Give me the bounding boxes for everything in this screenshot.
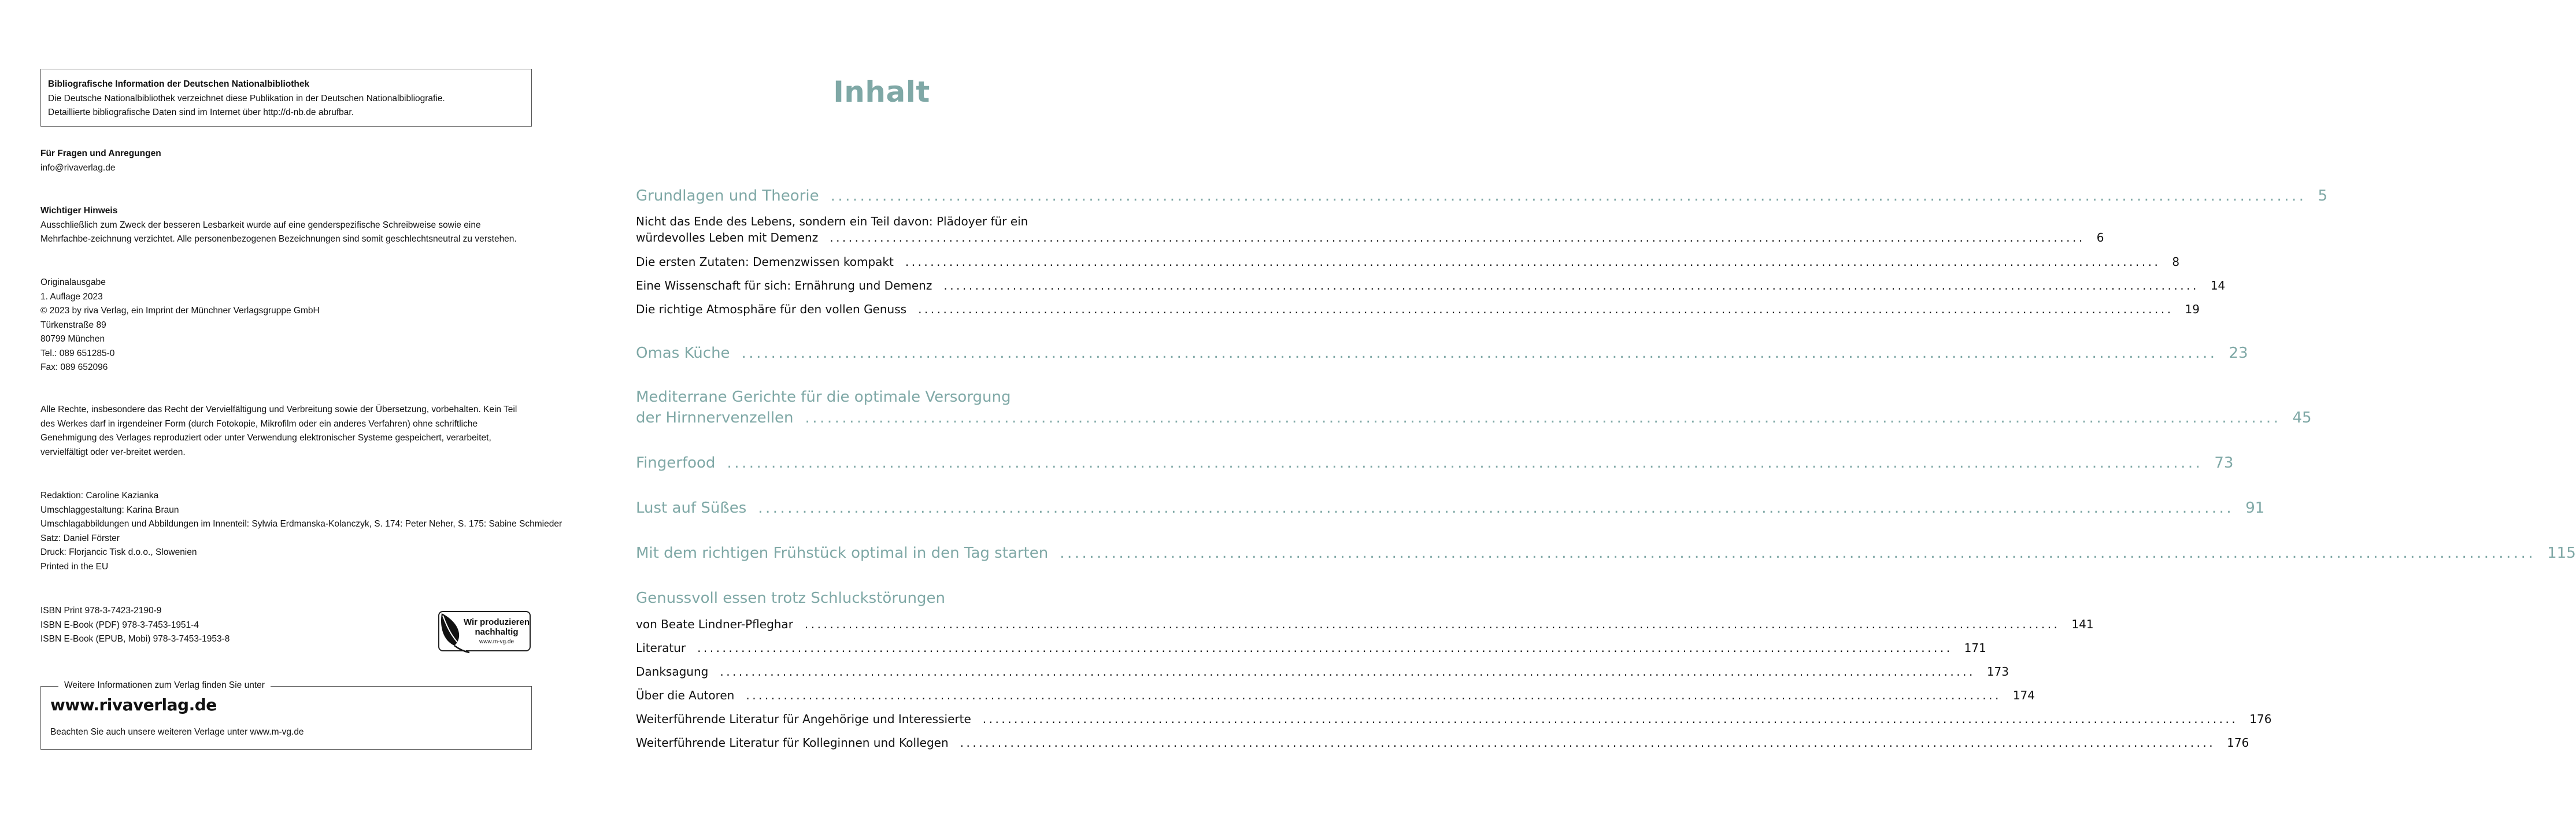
rights-block: [40, 403, 532, 459]
edition-line: © 2023 by riva Verlag, ein Imprint der Münchner Verlagsgruppe GmbH: [40, 306, 320, 316]
toc-section-heading: Genussvoll essen trotz Schluckstörungen: [636, 590, 945, 607]
toc-page-number: 171: [1964, 641, 1986, 655]
toc-entry-text: Mediterrane Gerichte für die optimale Versorgung: [636, 388, 1011, 406]
publisher-info-box: [40, 680, 532, 750]
toc-page-number: 5: [2318, 187, 2328, 205]
bib-line: Detaillierte bibliografische Daten sind im Internet über http://d-nb.de abrufbar.: [48, 108, 354, 117]
toc-entry[interactable]: [636, 213, 2104, 246]
isbn-line: ISBN Print 978-3-7423-2190-9: [40, 606, 162, 616]
leader-dots: ........................................................................................................................................................................................................: [720, 665, 1975, 679]
toc-page-number: 6: [2096, 231, 2104, 244]
isbn-line: ISBN E-Book (PDF) 978-3-7453-1951-4: [40, 620, 199, 630]
questions-block: [40, 147, 532, 175]
toc-entry-text: Danksagung: [636, 665, 709, 679]
leader-dots: ........................................................................................................................................................................................................: [746, 688, 2001, 702]
toc-entry-text: Nicht das Ende des Lebens, sondern ein Teil davon: Plädoyer für ein: [636, 214, 1028, 228]
toc-entry-text: Die ersten Zutaten: Demenzwissen kompakt: [636, 255, 894, 269]
leader-dots: ........................................................................................................................................................................................................: [830, 187, 2307, 205]
toc-page-number: 14: [2210, 279, 2226, 292]
toc-page-number: 115: [2547, 544, 2576, 562]
toc-entry-text: Lust auf Süßes: [636, 499, 747, 517]
toc-page-number: 91: [2245, 499, 2265, 517]
credit-line: Umschlagabbildungen und Abbildungen im Innenteil: Sylwia Erdmanska-Kolanczyk, S. 174: Peter Neher, S. 175: Sabine Schmieder: [40, 519, 562, 529]
toc-page-number: 8: [2172, 255, 2180, 269]
toc-page-number: 173: [1986, 665, 2009, 679]
info-note: Beachten Sie auch unsere weiteren Verlage unter www.m-vg.de: [50, 727, 304, 737]
toc-entry-text: Grundlagen und Theorie: [636, 187, 819, 205]
info-legend: Weitere Informationen zum Verlag finden Sie unter: [58, 679, 271, 693]
bib-line: Die Deutsche Nationalbibliothek verzeichnet diese Publikation in der Deutschen Nationalbibliografie.: [48, 93, 445, 103]
publisher-website-link[interactable]: www.rivaverlag.de: [50, 695, 217, 714]
toc-entry-text: von Beate Lindner-Pfleghar: [636, 617, 793, 631]
toc-entry-text: Die richtige Atmosphäre für den vollen Genuss: [636, 302, 907, 316]
badge-url: www.m-vg.de: [479, 639, 514, 645]
badge-text: Wir produzieren nachhaltig: [463, 617, 530, 637]
toc-page-number: 45: [2292, 409, 2312, 427]
leader-dots: ........................................................................................................................................................................................................: [830, 231, 2085, 244]
bibliographic-box: [40, 69, 532, 127]
toc-entry[interactable]: [636, 735, 2249, 751]
toc-entry[interactable]: [636, 186, 2328, 206]
leader-dots: ........................................................................................................................................................................................................: [697, 641, 1953, 655]
questions-title: Für Fragen und Anregungen: [40, 149, 161, 158]
edition-line: Türkenstraße 89: [40, 320, 106, 330]
toc-entry[interactable]: [636, 664, 2009, 680]
toc-entry-text: Mit dem richtigen Frühstück optimal in den Tag starten: [636, 544, 1049, 562]
leader-dots: ........................................................................................................................................................................................................: [727, 454, 2203, 472]
leader-dots: ........................................................................................................................................................................................................: [741, 344, 2218, 362]
leader-dots: ........................................................................................................................................................................................................: [943, 279, 2199, 292]
leader-dots: ........................................................................................................................................................................................................: [982, 712, 2238, 726]
credit-line: Satz: Daniel Förster: [40, 533, 120, 543]
toc-entry[interactable]: [636, 711, 2272, 727]
credit-line: Umschlaggestaltung: Karina Braun: [40, 505, 179, 515]
toc-entry-text: Literatur: [636, 641, 686, 655]
leader-dots: ........................................................................................................................................................................................................: [758, 499, 2234, 517]
leader-dots: ........................................................................................................................................................................................................: [960, 736, 2216, 750]
bib-title: Bibliografische Information der Deutschen Nationalbibliothek: [48, 79, 310, 89]
toc-page-number: 174: [2012, 688, 2035, 702]
toc-entry-text: Omas Küche: [636, 344, 730, 362]
toc-page-number: 73: [2214, 454, 2234, 472]
toc-entry[interactable]: [636, 453, 2234, 473]
credit-line: Printed in the EU: [40, 561, 109, 572]
leader-dots: ........................................................................................................................................................................................................: [918, 302, 2174, 316]
toc-entry-text: Weiterführende Literatur für Kolleginnen und Kollegen: [636, 736, 949, 750]
toc-entry-text: der Hirnnervenzellen: [636, 409, 794, 427]
edition-block: [40, 276, 532, 375]
toc-entry[interactable]: [636, 277, 2226, 294]
toc-entry[interactable]: [636, 616, 2094, 632]
credit-line: Druck: Florjancic Tisk d.o.o., Slowenien: [40, 547, 197, 557]
leader-dots: ........................................................................................................................................................................................................: [905, 255, 2161, 269]
toc-page-number: 176: [2227, 736, 2249, 750]
notice-text: Ausschließlich zum Zweck der besseren Lesbarkeit wurde auf eine genderspezifische Schreibweise sowie eine Mehrfachbe-zeichnung verzichtet. Alle personenbezogenen Bezeichnungen sind somit geschlechtsneutral zu verstehen.: [40, 220, 517, 244]
edition-line: Fax: 089 652096: [40, 362, 108, 372]
toc-entry-text: würdevolles Leben mit Demenz: [636, 231, 819, 244]
toc-title: Inhalt: [833, 75, 930, 109]
edition-line: 80799 München: [40, 334, 105, 344]
rights-text: Alle Rechte, insbesondere das Recht der Vervielfältigung und Verbreitung sowie der Übersetzung, vorbehalten. Kein Teil des Werkes darf in irgendeiner Form (durch Fotokopie, Mikrofilm oder ein anderes Verfahren) ohne schriftliche Genehmigung des Verlages reproduziert oder unter Verwendung elektronischer Systeme gespeichert, verarbeitet, vervielfältigt oder ver-breitet werden.: [40, 405, 517, 457]
questions-email: info@rivaverlag.de: [40, 162, 116, 173]
edition-line: Tel.: 089 651285-0: [40, 348, 115, 358]
credit-line: Redaktion: Caroline Kazianka: [40, 491, 159, 501]
toc-entry[interactable]: [636, 343, 2248, 363]
toc-entry[interactable]: [636, 687, 2035, 703]
toc-page-number: 141: [2071, 617, 2094, 631]
toc-page-number: 176: [2249, 712, 2272, 726]
toc-page-number: 19: [2185, 302, 2200, 316]
toc-entry-text: Eine Wissenschaft für sich: Ernährung und Demenz: [636, 279, 932, 292]
toc-entry-text: Über die Autoren: [636, 688, 735, 702]
toc-entry-text: Weiterführende Literatur für Angehörige und Interessierte: [636, 712, 971, 726]
toc-page-number: 23: [2229, 344, 2248, 362]
leader-dots: ........................................................................................................................................................................................................: [1060, 544, 2536, 562]
toc-entry[interactable]: [636, 301, 2200, 317]
toc-entry[interactable]: [636, 498, 2265, 518]
notice-block: [40, 204, 532, 247]
leader-dots: ........................................................................................................................................................................................................: [804, 617, 2060, 631]
toc-entry-text: Fingerfood: [636, 454, 716, 472]
leader-dots: ........................................................................................................................................................................................................: [805, 409, 2281, 427]
toc-entry[interactable]: [636, 640, 1986, 656]
edition-line: 1. Auflage 2023: [40, 291, 103, 302]
toc-entry[interactable]: [636, 543, 2576, 563]
toc-entry[interactable]: [636, 254, 2180, 270]
notice-title: Wichtiger Hinweis: [40, 206, 118, 216]
credits-block: [40, 489, 562, 574]
sustainability-badge: [438, 611, 531, 651]
toc-entry[interactable]: [636, 387, 2312, 428]
isbn-line: ISBN E-Book (EPUB, Mobi) 978-3-7453-1953-8: [40, 634, 230, 644]
edition-line: Originalausgabe: [40, 277, 106, 287]
